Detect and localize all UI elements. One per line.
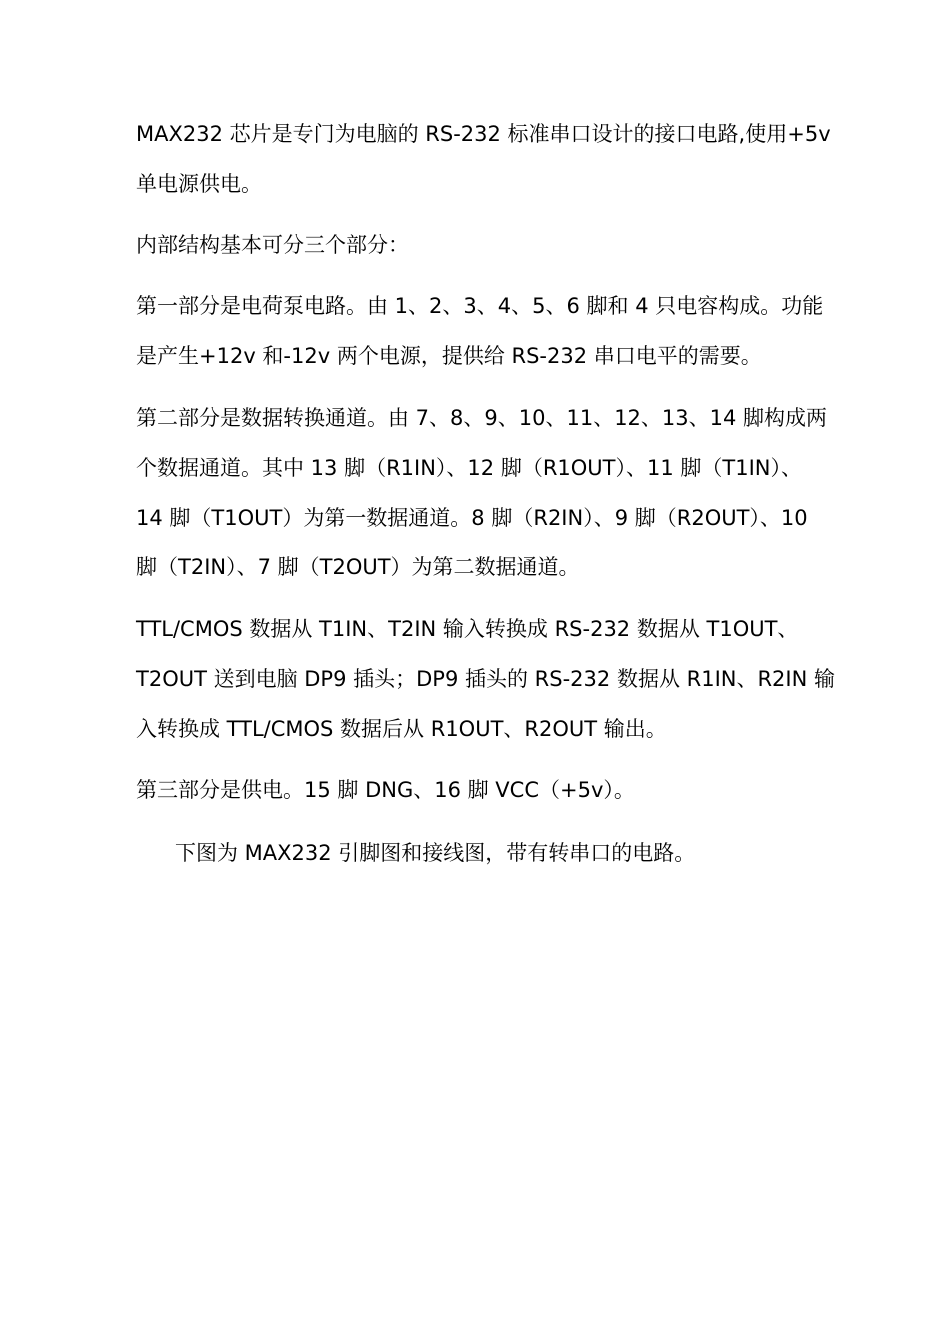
paragraph-4-line-4: 脚（T2IN）、7 脚（T2OUT）为第二数据通道。 — [136, 555, 580, 579]
paragraph-3-line-2: 是产生+12v 和-12v 两个电源，提供给 RS-232 串口电平的需要。 — [136, 344, 762, 368]
paragraph-3-line-1: 第一部分是电荷泵电路。由 1、2、3、4、5、6 脚和 4 只电容构成。功能 — [136, 294, 824, 318]
paragraph-5-line-1: TTL/CMOS 数据从 T1IN、T2IN 输入转换成 RS-232 数据从 T1OUT、 — [136, 617, 799, 641]
paragraph-2-line-1: 内部结构基本可分三个部分： — [136, 233, 409, 257]
paragraph-1-line-2: 单电源供电。 — [136, 172, 262, 196]
paragraph-4-line-3: 14 脚（T1OUT）为第一数据通道。8 脚（R2IN）、9 脚（R2OUT）、10 — [136, 506, 808, 530]
paragraph-6-line-1: 第三部分是供电。15 脚 DNG、16 脚 VCC（+5v）。 — [136, 778, 635, 802]
paragraph-4-line-2: 个数据通道。其中 13 脚（R1IN）、12 脚（R1OUT）、11 脚（T1IN）、 — [136, 456, 802, 480]
paragraph-5-line-2: T2OUT 送到电脑 DP9 插头；DP9 插头的 RS-232 数据从 R1IN、R2IN 输 — [136, 667, 835, 691]
paragraph-5-line-3: 入转换成 TTL/CMOS 数据后从 R1OUT、R2OUT 输出。 — [136, 717, 667, 741]
paragraph-7-line-1: 下图为 MAX232 引脚图和接线图，带有转串口的电路。 — [175, 841, 696, 865]
paragraph-4-line-1: 第二部分是数据转换通道。由 7、8、9、10、11、12、13、14 脚构成两 — [136, 406, 828, 430]
paragraph-1-line-1: MAX232 芯片是专门为电脑的 RS-232 标准串口设计的接口电路,使用+5v — [136, 122, 831, 146]
